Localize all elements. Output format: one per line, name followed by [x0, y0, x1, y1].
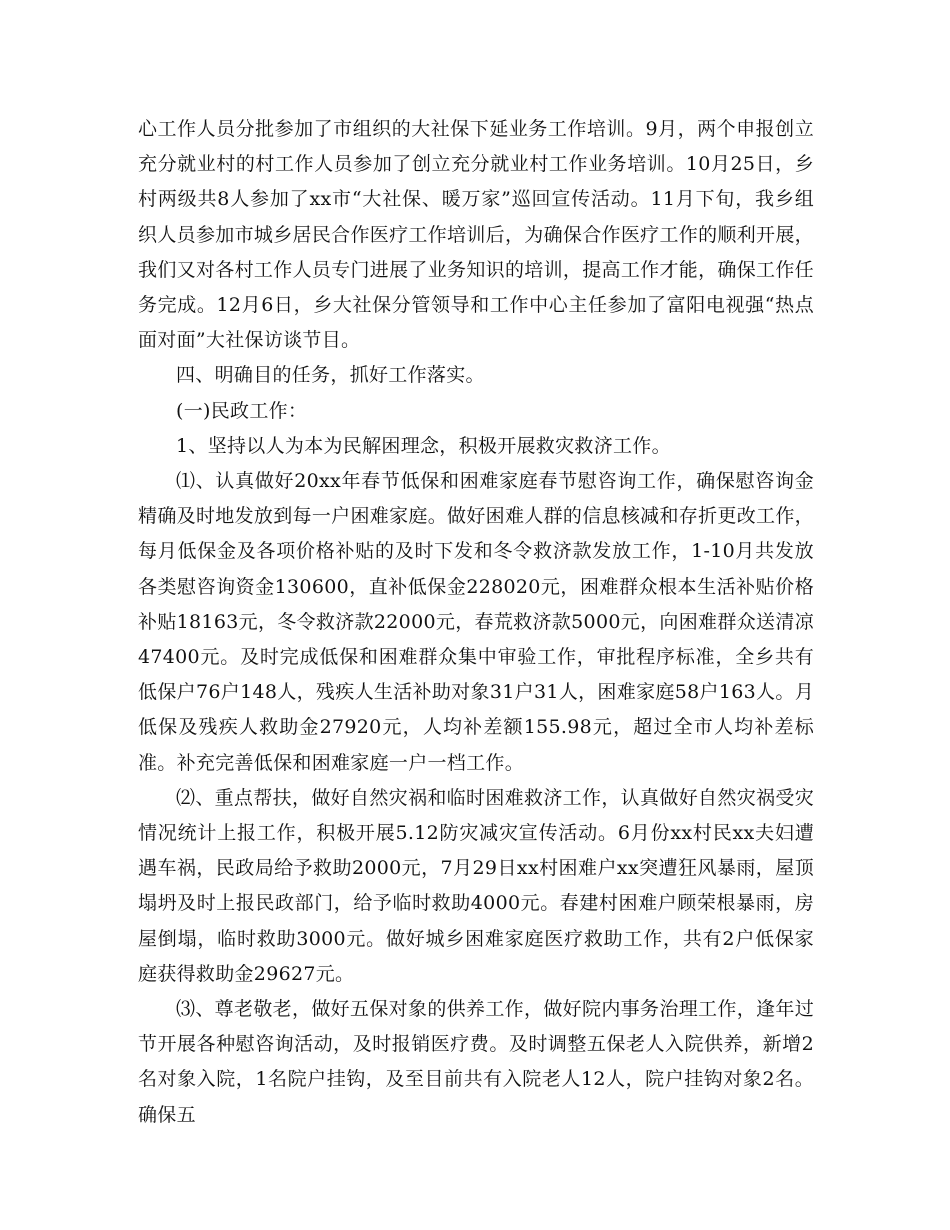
item-heading-1: 1、坚持以人为本为民解困理念，积极开展救灾救济工作。 [176, 434, 671, 457]
paragraph-continued: 心工作人员分批参加了市组织的大社保下延业务工作培训。9月，两个申报创立充分就业村的村工作人员参加了创立充分就业村工作业务培训。10月25日，乡村两级共8人参加了xx市“大社保、暖万家”巡回宣传活动。11月下旬，我乡组织人员参加市城乡居民合作医疗工作培训后，为确保合作医疗工作的顺利开展，我们又对各村工作人员专门进展了业务知识的培训，提高工作才能，确保工作任务完成。12月6日，乡大社保分管领导和工作中心主任参加了富阳电视强“热点面对面”大社保访谈节目。 [138, 118, 814, 352]
subsection-heading-civil-affairs: (一)民政工作： [176, 399, 308, 422]
paragraph-item-1-3: ⑶、尊老敬老，做好五保对象的供养工作，做好院内事务治理工作，逢年过节开展各种慰咨询活动，及时报销医疗费。及时调整五保老人入院供养，新增2名对象入院，1名院户挂钩，及至目前共有入院老人12人，院户挂钩对象2名。确保五 [138, 998, 814, 1126]
section-heading-4: 四、明确目的任务，抓好工作落实。 [176, 364, 485, 387]
paragraph-item-1-1: ⑴、认真做好20xx年春节低保和困难家庭春节慰咨询工作，确保慰咨询金精确及时地发放到每一户困难家庭。做好困难人群的信息核减和存折更改工作，每月低保金及各项价格补贴的及时下发和冬令救济款发放工作，1-10月共发放各类慰咨询资金130600，直补低保金228020元，困难群众根本生活补贴价格补贴18163元，冬令救济款22000元，春荒救济款5000元，向困难群众送清凉47400元。及时完成低保和困难群众集中审验工作，审批程序标准，全乡共有低保户76户148人，残疾人生活补助对象31户31人，困难家庭58户163人。月低保及残疾人救助金27920元，人均补差额155.98元，超过全市人均补差标准。补充完善低保和困难家庭一户一档工作。 [138, 470, 814, 774]
paragraph-item-1-2: ⑵、重点帮扶，做好自然灾祸和临时困难救济工作，认真做好自然灾祸受灾情况统计上报工作，积极开展5.12防灾减灾宣传活动。6月份xx村民xx夫妇遭遇车祸，民政局给予救助2000元，7月29日xx村困难户xx突遭狂风暴雨，屋顶塌坍及时上报民政部门，给予临时救助4000元。春建村困难户顾荣根暴雨，房屋倒塌，临时救助3000元。做好城乡困难家庭医疗救助工作，共有2户低保家庭获得救助金29627元。 [138, 786, 814, 985]
